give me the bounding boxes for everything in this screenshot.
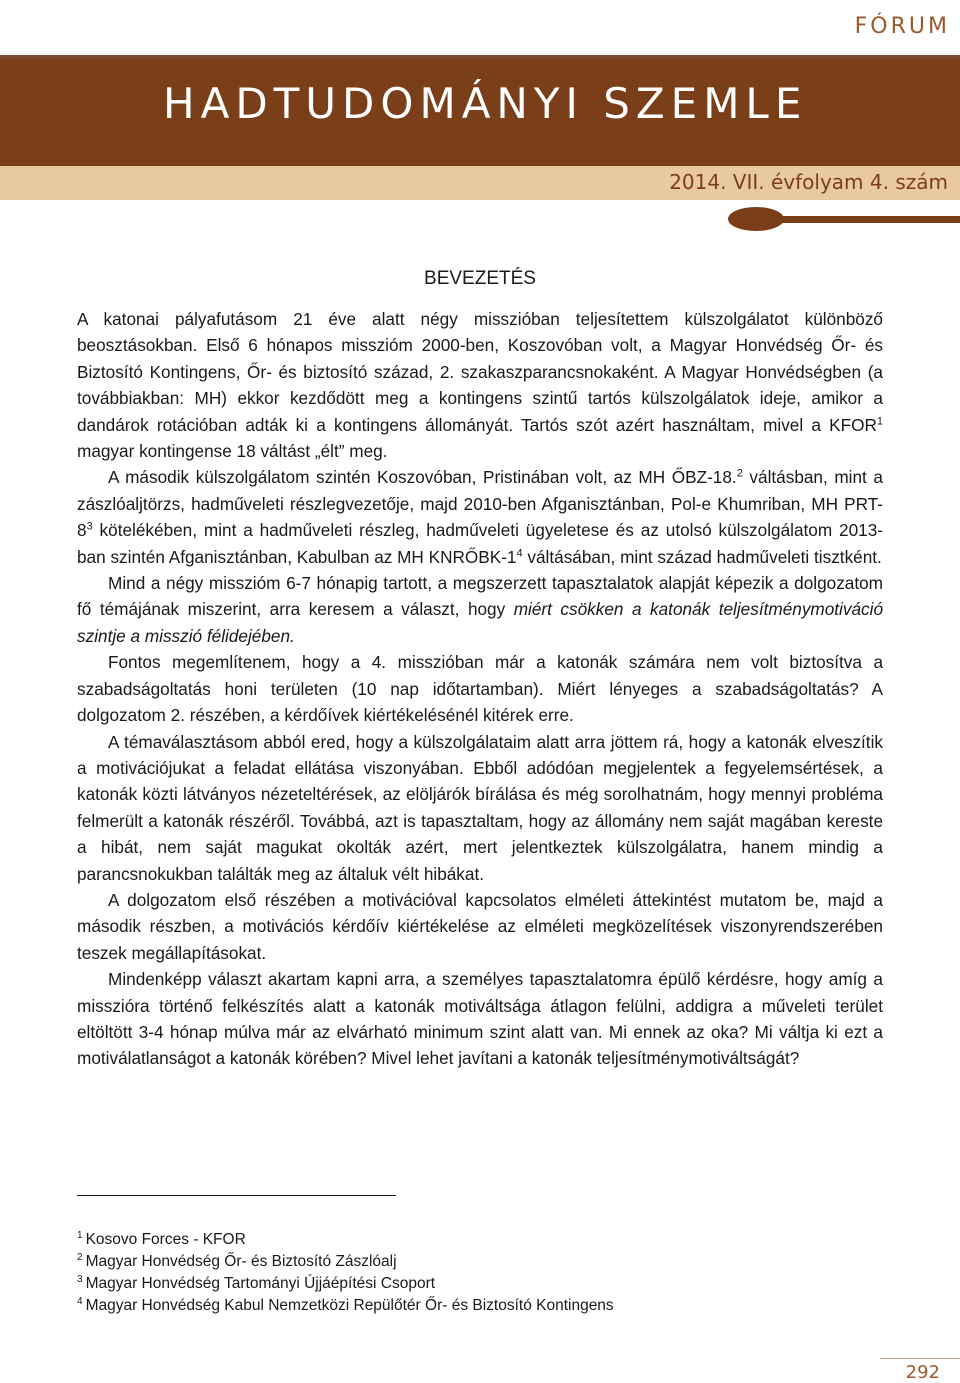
top-band bbox=[0, 0, 960, 55]
page-number: 292 bbox=[905, 1362, 940, 1383]
journal-title: HADTUDOMÁNYI SZEMLE bbox=[163, 79, 808, 128]
issue-label: 2014. VII. évfolyam 4. szám bbox=[669, 170, 948, 194]
footnote-1: $^1$ Kosovo Forces - KFOR bbox=[77, 1230, 246, 1248]
paragraph-3: Mind a négy misszióm 6-7 hónapig tartott, a megszerzett tapasztalatok alapját képezik a dolgozatom fő témájának miszerint, arra keresem a választ, hogy miért csökken a katonák teljesítménymotiváció szintje a misszió félidejében. bbox=[77, 573, 884, 646]
paragraph-1: A katonai pályafutásom 21 éve alatt négy misszióban teljesítettem külszolgálatot különböző beosztásokban. Első 6 hónapos misszióm 2000-ben, Koszovóban volt, a Magyar Honvédség Őr- és Biztosító Kontingens, Őr- és biztosító század, 2. szakaszparancsnokaként. A Magyar Honvédségben (a továbbiakban: MH) ekkor kezdődött meg a kontingens szintű tartós külszolgálatok ideje, amikor a dandárok rotációban adták ki a kontingens állományát. Tartós szót azért használtam, mivel a KFOR$^1$ magyar kontingense 18 váltást „élt” meg. bbox=[77, 309, 883, 462]
footnote-2: $^2$ Magyar Honvédség Őr- és Biztosító Zászlóalj bbox=[77, 1252, 397, 1270]
paragraph-2: A második külszolgálatom szintén Koszovóban, Pristinában volt, az MH ŐBZ-18.$^2$ váltásban, mint a zászlóaljtörzs, hadműveleti részlegvezetője, majd 2010-ben Afganisztánban, Pol-e Khumriban, MH PRT-$8^3$ kötelékében, mint a hadműveleti részleg, hadműveleti ügyeletese és az utolsó külszolgálatom 2013-ban szintén Afganisztánban, Kabulban az MH KNRŐBK-$1^4$ váltásában, mint század hadműveleti tisztként. bbox=[77, 467, 883, 567]
section-heading: BEVEZETÉS bbox=[424, 268, 536, 289]
footnote-ref-3[interactable]: 3 bbox=[86, 520, 93, 533]
page-number-rule bbox=[880, 1358, 960, 1359]
footnote-ref-1[interactable]: 1 bbox=[876, 414, 883, 427]
paragraph-7: Mindenképp választ akartam kapni arra, a személyes tapasztalatomra épülő kérdésre, hogy amíg a misszióra történő felkészítés alatt a katonák motiváltsága átlagon felülni, addigra a műveleti terület eltöltött 3-4 hónap múlva már az elvárható minimum szint alatt van. Mi ennek az oka? Mi váltja ki ezt a motiválatlanságot a katonák körében? Mivel lehet javítani a katonák teljesítménymotiváltságát? bbox=[77, 969, 883, 1069]
footnotes bbox=[77, 1229, 883, 1317]
footnote-rule bbox=[77, 1195, 396, 1196]
paragraph-5: A témaválasztásom abból ered, hogy a külszolgálataim alatt arra jöttem rá, hogy a katonák elveszítik a motivációjukat a feladat ellátása viszonyában. Ebből adódóan megjelentek a fegyelemsértések, a katonák közti látványos nézeteltérések, az elöljárók bírálása és még sorolhatnám, hogy mennyi probléma felmerült a katonák részéről. Továbbá, azt is tapasztaltam, hogy az állomány nem saját magában kereste a hibát, nem saját magukat okolták azért, mert jelentkeztek külszolgálatra, hanem mindig a parancsnokukban találták meg az általuk vélt hibákat. bbox=[77, 731, 883, 884]
paragraph-4: Fontos megemlítenem, hogy a 4. misszióban már a katonák számára nem volt biztosítva a szabadságoltatás honi területen (10 nap időtartamban). Miért lényeges a szabadságoltatás? A dolgozatom 2. részében, a kérdőívek kiértékelésénél kitérek erre. bbox=[77, 652, 883, 726]
section-label: FÓRUM bbox=[854, 14, 950, 39]
emphasis-question: miért csökken a katonák teljesítménymotiváció szintje a misszió félidejében. bbox=[77, 599, 884, 646]
footnote-4: $^4$ Magyar Honvédség Kabul Nemzetközi Repülőtér Őr- és Biztosító Kontingens bbox=[77, 1296, 614, 1314]
decorative-oval-icon bbox=[728, 207, 784, 231]
paragraph-6: A dolgozatom első részében a motivációval kapcsolatos elméleti áttekintést mutatom be, majd a második részben, a motivációs kérdőív kiértékelése az elméleti megközelítések viszonyrendszerében teszek megállapításokat. bbox=[77, 889, 883, 963]
footnote-ref-4[interactable]: 4 bbox=[516, 546, 523, 559]
footnote-3: $^3$ Magyar Honvédség Tartományi Újjáépítési Csoport bbox=[77, 1274, 436, 1292]
footnote-ref-2[interactable]: 2 bbox=[736, 467, 743, 480]
article-body bbox=[77, 306, 883, 1072]
